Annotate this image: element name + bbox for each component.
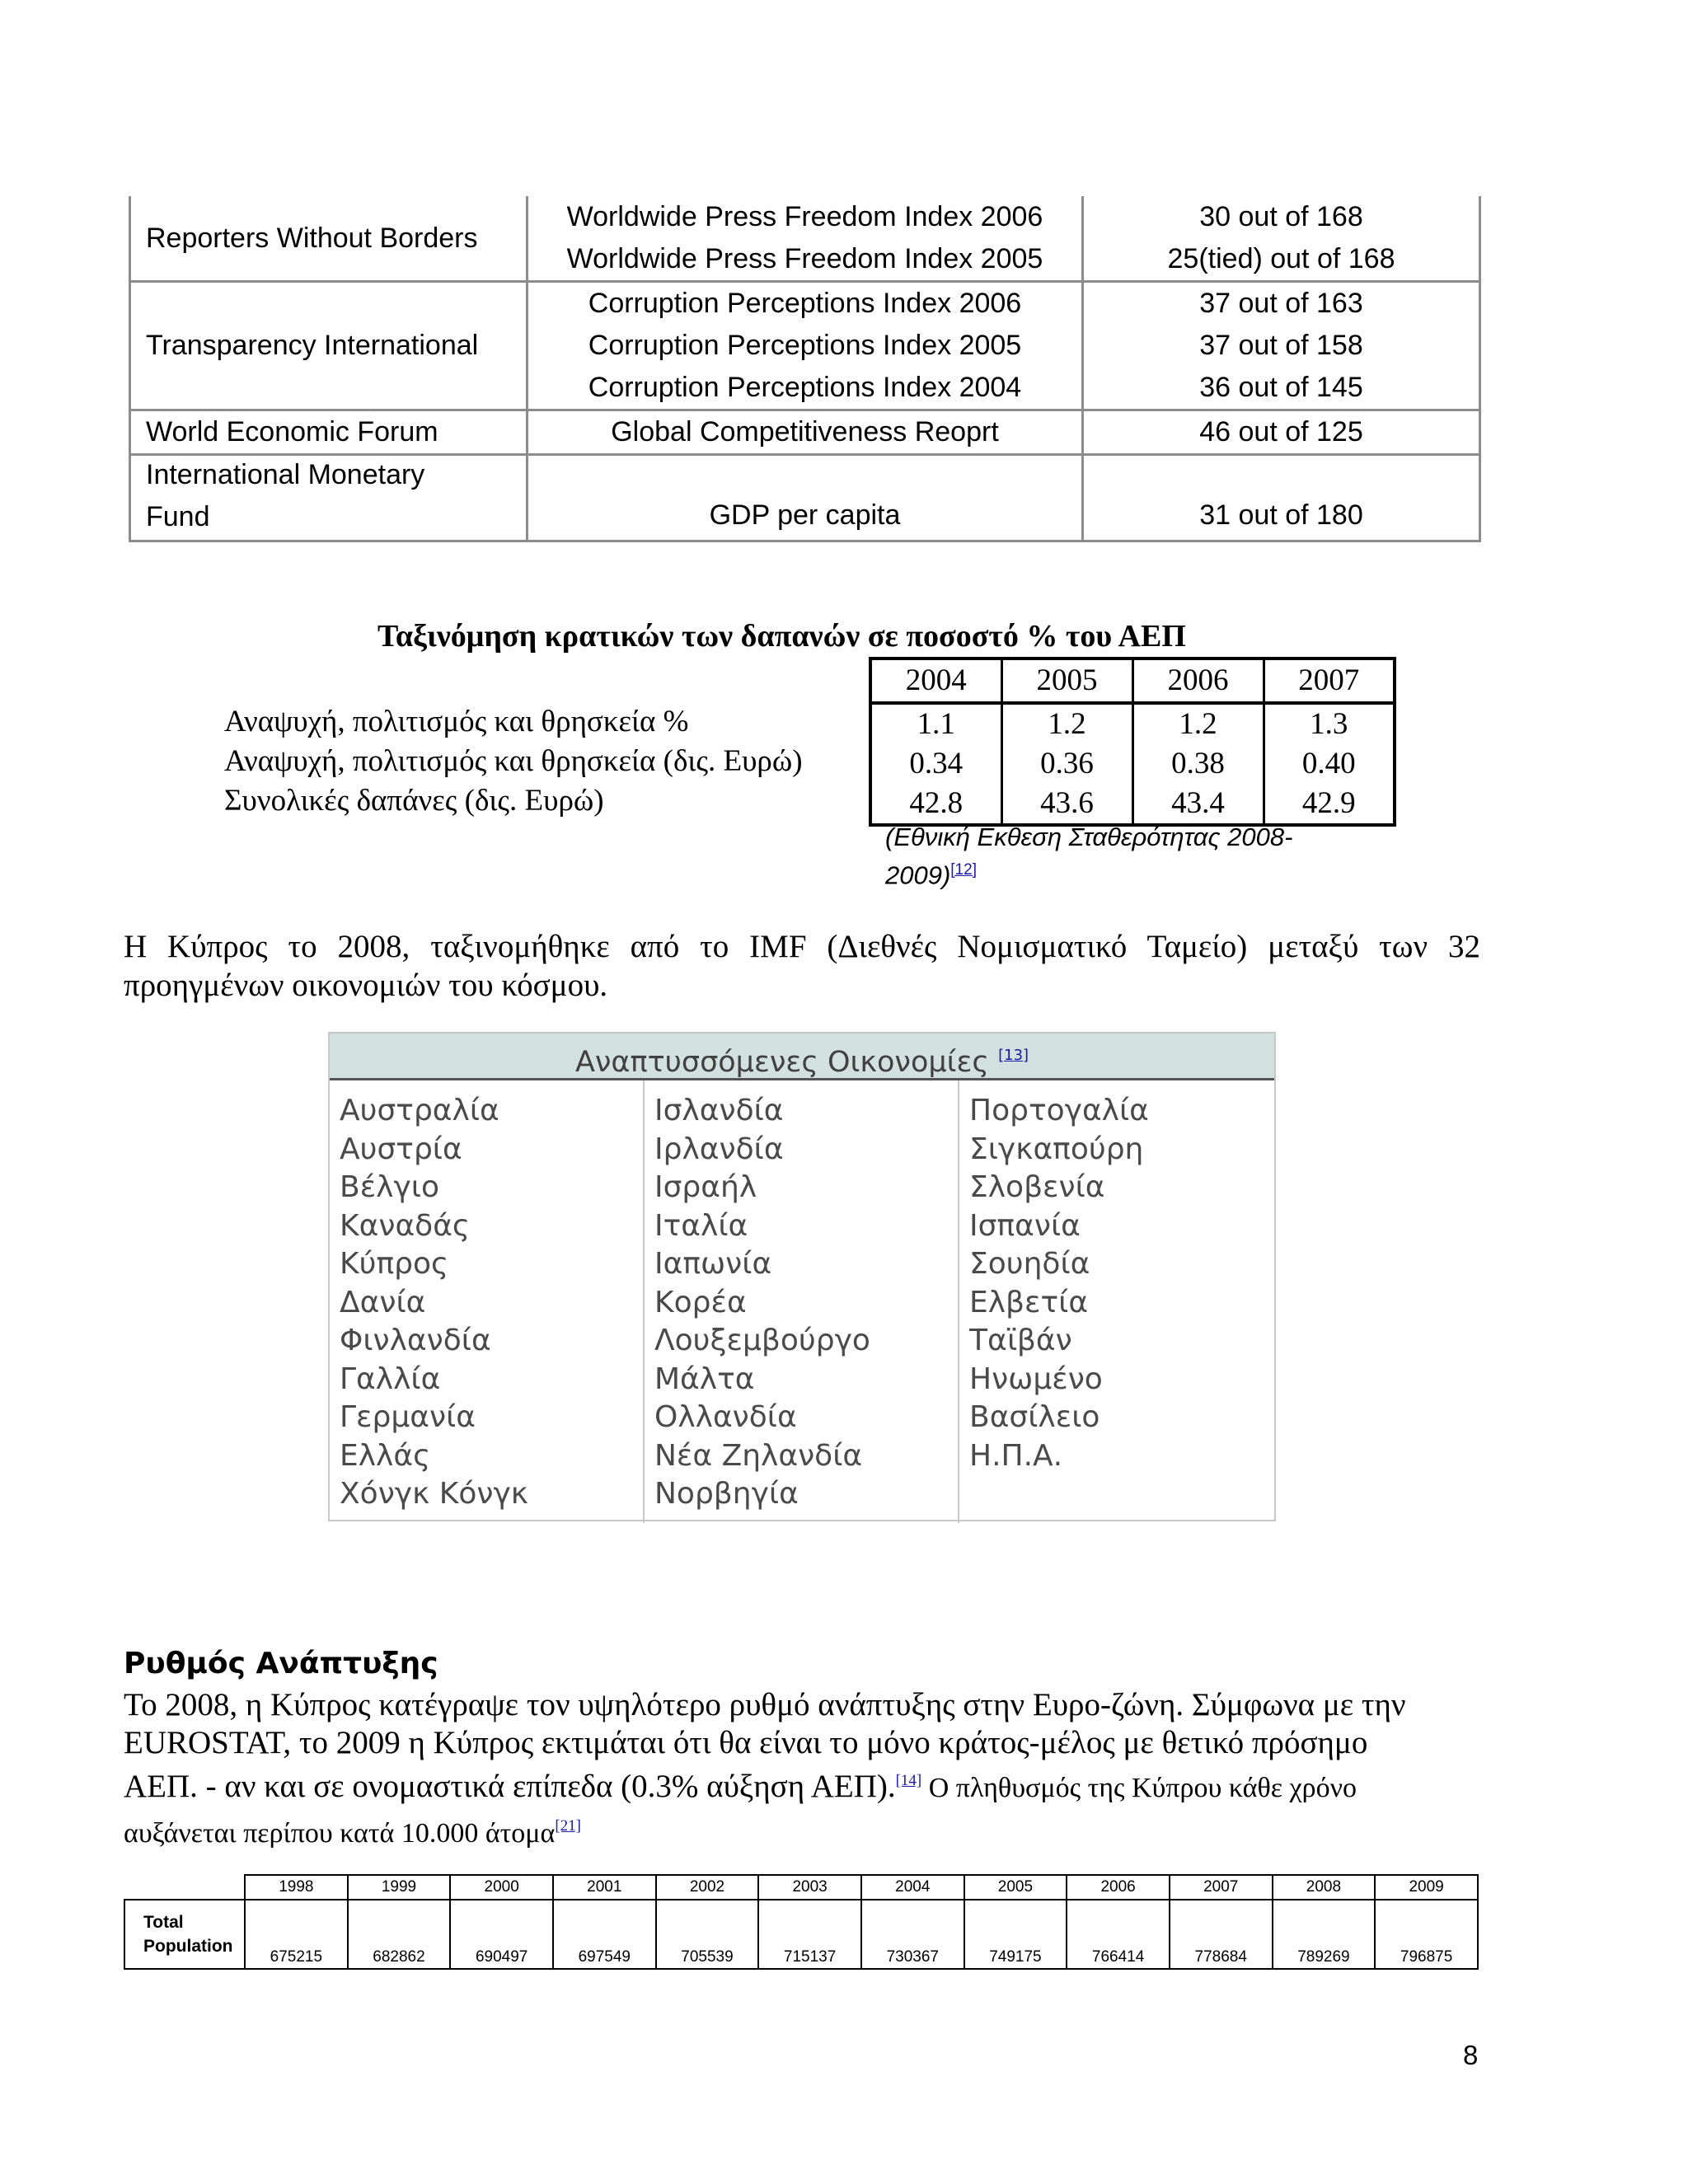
table-row: [870, 784, 1395, 825]
table-cell: 730367: [861, 1900, 964, 1969]
index-cell: GDP per capita: [528, 455, 1083, 541]
rank-cell: 31 out of 180: [1083, 455, 1480, 541]
year-header: 2001: [553, 1875, 656, 1900]
list-item: Δανία: [340, 1285, 426, 1319]
list-item: Ιαπωνία: [654, 1247, 772, 1281]
index-cell: Corruption Perceptions Index 2006 Corruption Perceptions Index 2005 Corruption Perceptions Index 2004: [528, 282, 1083, 410]
list-item: Χόνγκ Κόνγκ: [340, 1477, 529, 1511]
rankings-table: [129, 196, 1481, 542]
list-item: Ταϊβάν: [969, 1324, 1072, 1357]
table-cell: 0.34: [870, 744, 1001, 784]
table-cell: 1.1: [870, 703, 1001, 744]
imf-paragraph: Η Κύπρος το 2008, ταξινομήθηκε από το IMF (Διεθνές Νομισματικό Ταμείο) μεταξύ των 32 προηγμένων οικονομιών του κόσμου.: [124, 929, 1480, 1003]
year-header: 2005: [1001, 658, 1132, 703]
list-item: Σλοβενία: [969, 1170, 1105, 1204]
org-cell: International Monetary Fund: [130, 455, 528, 541]
org-cell: Transparency International: [130, 282, 528, 410]
table-row: [130, 455, 1480, 541]
expenditure-table: [869, 657, 1396, 827]
table-row: [870, 744, 1395, 784]
population-table: [124, 1874, 1479, 1970]
year-header: 2006: [1132, 658, 1264, 703]
list-item: Η.Π.Α.: [969, 1438, 1063, 1473]
list-item: Καναδάς: [340, 1208, 471, 1243]
list-item: Ελλάς: [340, 1438, 431, 1473]
advanced-economies-table: [328, 1032, 1276, 1521]
table-cell: 42.8: [870, 784, 1001, 825]
table-cell: 43.6: [1001, 784, 1132, 825]
table-row: [870, 658, 1395, 703]
list-item: Ολλανδία: [654, 1400, 797, 1434]
row-label: Total Population: [124, 1900, 245, 1969]
reference-link[interactable]: [21]: [555, 1817, 581, 1835]
list-item: Φινλανδία: [340, 1324, 491, 1357]
year-header: 1999: [348, 1875, 451, 1900]
index-cell: Worldwide Press Freedom Index 2006 Worldwide Press Freedom Index 2005: [528, 196, 1083, 282]
page-number: 8: [1463, 2040, 1479, 2070]
expenditure-source: (Εθνική Εκθεση Σταθερότητας 2008- 2009)[12]: [885, 823, 1293, 890]
advanced-economies-columns: [330, 1080, 1274, 1523]
table-cell: 675215: [245, 1900, 348, 1969]
table-cell: 43.4: [1132, 784, 1264, 825]
table-cell: 715137: [758, 1900, 861, 1969]
org-cell: Reporters Without Borders: [130, 196, 528, 282]
reference-link[interactable]: [13]: [998, 1047, 1029, 1064]
rank-cell: 30 out of 168 25(tied) out of 168: [1083, 196, 1480, 282]
rank-cell: 46 out of 125: [1083, 410, 1480, 455]
year-header: 2007: [1170, 1875, 1273, 1900]
table-row: [870, 703, 1395, 744]
advanced-economies-header: Αναπτυσσόμενες Οικονομίες [13]: [330, 1033, 1274, 1080]
table-cell: 682862: [348, 1900, 451, 1969]
row-label: Αναψυχή, πολιτισμός και θρησκεία %: [224, 705, 689, 738]
section-heading: Ρυθμός Ανάπτυξης: [124, 1647, 438, 1680]
growth-paragraph: Το 2008, η Κύπρος κατέγραψε τον υψηλότερο ρυθμό ανάπτυξης στην Ευρο-ζώνη. Σύμφωνα με την EUROSTAT, το 2009 η Κύπρος εκτιμάται ότι θα είναι το μόνο κράτος-μέλος με θετικό πρόσημο ΑΕΠ. - αν και σε ονομαστικά επίπεδα (0.3% αύξηση ΑΕΠ).[14] Ο πληθυσμός της Κύπρου κάθε χρόνο αυξάνεται περίπου κατά 10.000 άτομα[21]: [124, 1687, 1406, 1849]
index-cell: Global Competitiveness Reoprt: [528, 410, 1083, 455]
rank-cell: 37 out of 163 37 out of 158 36 out of 145: [1083, 282, 1480, 410]
year-header: 2002: [656, 1875, 759, 1900]
year-header: 2000: [450, 1875, 553, 1900]
table-cell: 0.38: [1132, 744, 1264, 784]
table-row: [130, 282, 1480, 410]
table-cell: 0.36: [1001, 744, 1132, 784]
list-item: Νέα Ζηλανδία: [654, 1438, 863, 1473]
year-header: 2004: [861, 1875, 964, 1900]
table-row: [124, 1875, 1478, 1900]
table-cell: 697549: [553, 1900, 656, 1969]
list-item: Ιταλία: [654, 1208, 748, 1243]
list-item: Ισραήλ: [654, 1170, 757, 1204]
year-header: 2004: [870, 658, 1001, 703]
row-label: Συνολικές δαπάνες (δις. Ευρώ): [224, 784, 604, 818]
table-cell: 766414: [1067, 1900, 1170, 1969]
country-column: [645, 1080, 959, 1523]
list-item: Γερμανία: [340, 1400, 476, 1434]
list-item: Αυστρία: [340, 1132, 462, 1166]
table-cell: 749175: [964, 1900, 1067, 1969]
table-cell: 1.2: [1132, 703, 1264, 744]
row-label: Αναψυχή, πολιτισμός και θρησκεία (δις. Ευρώ): [224, 744, 803, 778]
list-item: Ελβετία: [969, 1285, 1089, 1319]
list-item: Νορβηγία: [654, 1477, 799, 1511]
expenditure-row-labels: [224, 702, 803, 821]
list-item: Λουξεμβούργο: [654, 1324, 870, 1357]
year-header: 2007: [1264, 658, 1395, 703]
list-item: Μάλτα: [654, 1361, 755, 1396]
table-row: [130, 410, 1480, 455]
table-cell: 1.3: [1264, 703, 1395, 744]
list-item: Ιρλανδία: [654, 1132, 784, 1166]
year-header: 2009: [1375, 1875, 1478, 1900]
list-item: Γαλλία: [340, 1361, 441, 1396]
table-cell: 789269: [1273, 1900, 1376, 1969]
reference-link[interactable]: [14]: [895, 1772, 922, 1789]
table-cell: 0.40: [1264, 744, 1395, 784]
year-header: 2003: [758, 1875, 861, 1900]
table-cell: 42.9: [1264, 784, 1395, 825]
country-column: [959, 1080, 1274, 1523]
reference-link[interactable]: [12]: [950, 861, 977, 879]
table-cell: 1.2: [1001, 703, 1132, 744]
list-item: Σουηδία: [969, 1247, 1090, 1281]
list-item: Βασίλειο: [969, 1400, 1100, 1434]
list-item: Σιγκαπούρη: [969, 1132, 1144, 1166]
list-item: Βέλγιο: [340, 1170, 439, 1204]
table-cell: 705539: [656, 1900, 759, 1969]
list-item: Κορέα: [654, 1285, 747, 1319]
year-header: 2006: [1067, 1875, 1170, 1900]
table-row: [124, 1900, 1478, 1969]
list-item: Ισλανδία: [654, 1094, 784, 1127]
list-item: Αυστραλία: [340, 1094, 499, 1127]
country-column: [330, 1080, 645, 1523]
list-item: Ηνωμένο: [969, 1361, 1103, 1396]
list-item: Κύπρος: [340, 1247, 449, 1281]
year-header: 2005: [964, 1875, 1067, 1900]
table-cell: 796875: [1375, 1900, 1478, 1969]
table-cell: 690497: [450, 1900, 553, 1969]
expenditure-title: Ταξινόμηση κρατικών των δαπανών σε ποσοστό % του ΑΕΠ: [377, 619, 1186, 654]
list-item: Πορτογαλία: [969, 1094, 1149, 1127]
org-cell: World Economic Forum: [130, 410, 528, 455]
year-header: 1998: [245, 1875, 348, 1900]
table-cell: 778684: [1170, 1900, 1273, 1969]
empty-cell: [124, 1875, 245, 1900]
year-header: 2008: [1273, 1875, 1376, 1900]
table-row: [130, 196, 1480, 282]
list-item: Ισπανία: [969, 1208, 1081, 1243]
